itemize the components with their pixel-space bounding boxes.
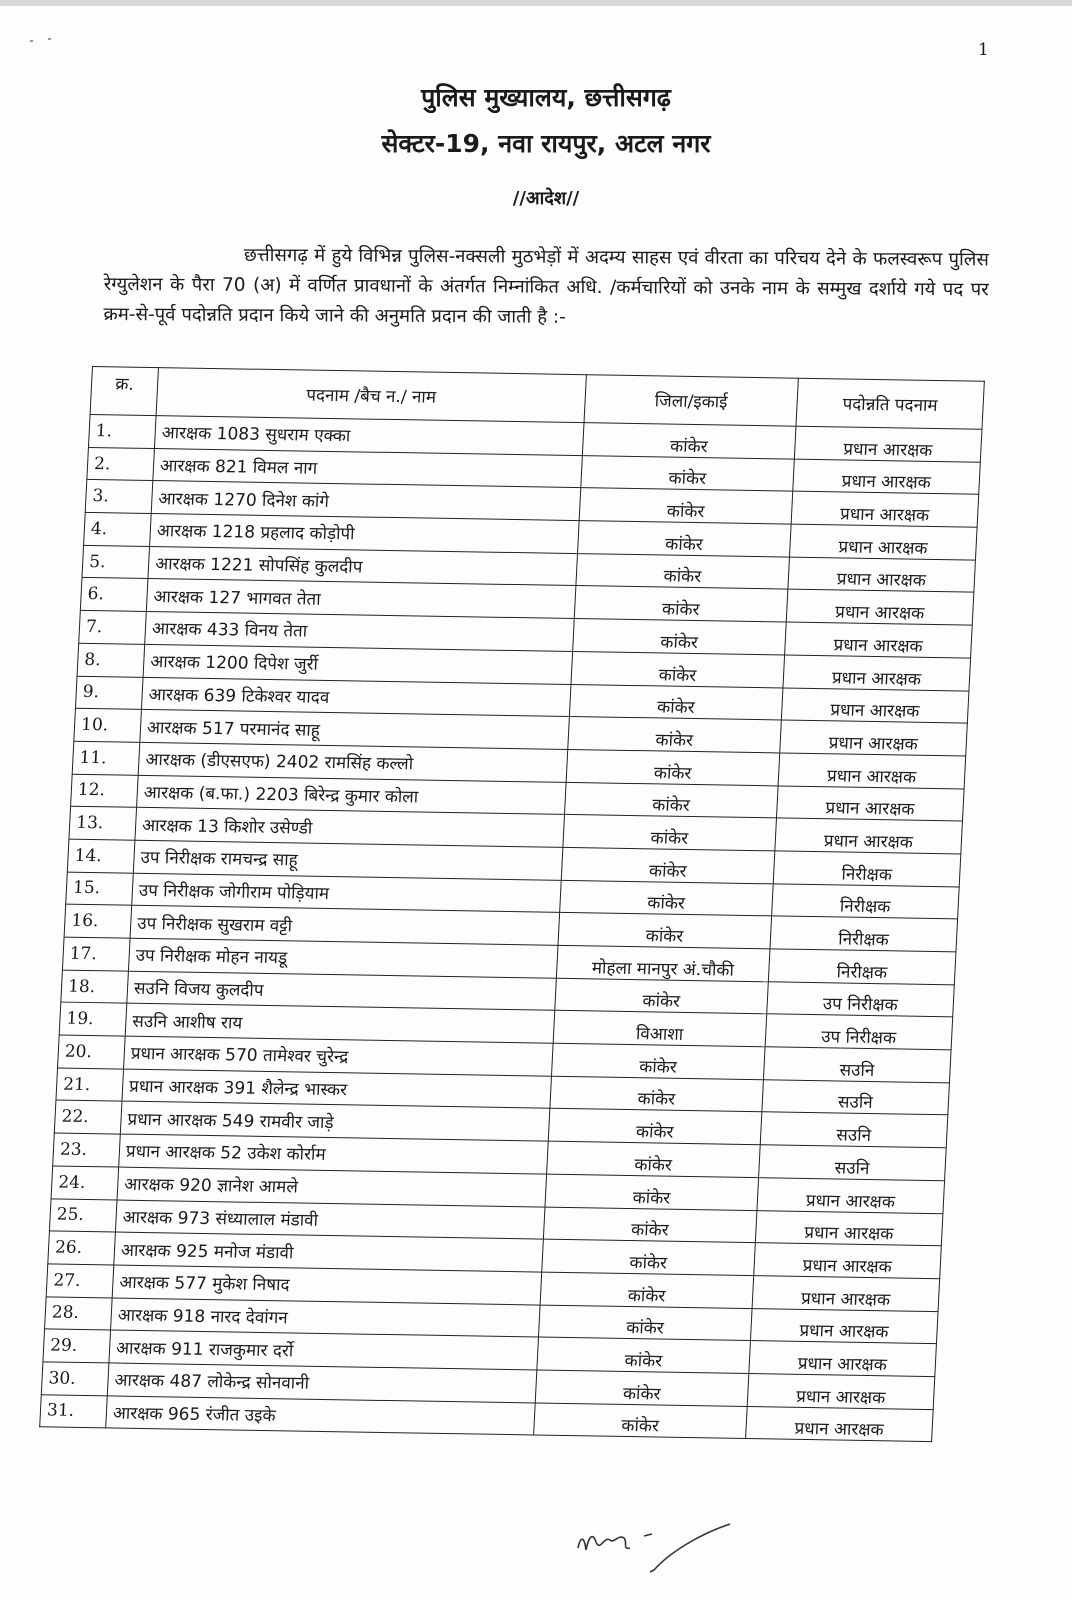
header-district: जिला/इकाई bbox=[584, 375, 798, 426]
district: कांकेर bbox=[568, 717, 782, 753]
district: कांकेर bbox=[542, 1239, 756, 1275]
district: कांकेर bbox=[548, 1109, 762, 1145]
promoted-rank: प्रधान आरक्षक bbox=[746, 1406, 934, 1442]
serial-number: 23. bbox=[53, 1133, 121, 1167]
district: कांकेर bbox=[571, 651, 785, 687]
serial-number: 3. bbox=[85, 480, 153, 514]
promoted-rank: निरीक्षक bbox=[772, 883, 960, 919]
serial-number: 28. bbox=[45, 1296, 113, 1330]
promoted-rank: प्रधान आरक्षक bbox=[749, 1341, 937, 1377]
handwritten-annotation bbox=[570, 1520, 750, 1590]
serial-number: 13. bbox=[69, 806, 137, 840]
promoted-rank: निरीक्षक bbox=[768, 949, 956, 985]
promoted-rank: उप निरीक्षक bbox=[765, 1014, 953, 1050]
scan-speck bbox=[48, 38, 51, 40]
serial-number: 7. bbox=[79, 610, 147, 644]
promoted-rank: प्रधान आरक्षक bbox=[785, 622, 973, 658]
district: कांकेर bbox=[560, 880, 774, 916]
order-paragraph: छत्तीसगढ़ में हुये विभिन्न पुलिस-नक्सली मुठभेड़ों में अदम्य साहस एवं वीरता का परिचय देने के फलस्वरूप पुलिस रेग्युलेशन के पैरा 70 (अ) में वर्णित प्रावधानों के अंतर्गत निम्नांकित अधि. /कर्मचारियों को उनके नाम के सम्मुख दर्शाये गये पद पर क्रम-से-पूर्व पदोन्नति प्रदान किये जाने की अनुमति प्रदान की जाती है :- bbox=[103, 244, 989, 328]
designation-name: आरक्षक 965 रंजीत उइके bbox=[106, 1396, 536, 1436]
promoted-rank: सउनि bbox=[763, 1047, 951, 1083]
designation-name: आरक्षक 1221 सोपसिंह कुलदीप bbox=[148, 546, 578, 586]
designation-name: आरक्षक 1218 प्रहलाद कोड़ोपी bbox=[150, 514, 580, 554]
designation-name: आरक्षक 1083 सुधराम एक्का bbox=[154, 416, 584, 456]
designation-name: आरक्षक 13 किशोर उसेण्डी bbox=[135, 808, 565, 848]
serial-number: 4. bbox=[84, 512, 152, 546]
serial-number: 12. bbox=[71, 774, 139, 808]
district: मोहला मानपुर अं.चौकी bbox=[556, 945, 770, 981]
district: कांकेर bbox=[543, 1207, 757, 1243]
promoted-rank: प्रधान आरक्षक bbox=[786, 590, 974, 626]
serial-number: 11. bbox=[72, 741, 140, 775]
promoted-rank: प्रधान आरक्षक bbox=[747, 1373, 935, 1409]
table-body bbox=[40, 414, 982, 1441]
district: कांकेर bbox=[573, 619, 787, 655]
district: कांकेर bbox=[534, 1403, 748, 1439]
district: कांकेर bbox=[547, 1141, 761, 1177]
serial-number: 22. bbox=[54, 1100, 122, 1134]
serial-number: 31. bbox=[40, 1394, 108, 1428]
office-address: सेक्टर-19, नवा रायपुर, अटल नगर bbox=[381, 129, 711, 158]
promoted-rank: प्रधान आरक्षक bbox=[793, 459, 981, 495]
handwritten-dash bbox=[644, 1534, 652, 1536]
designation-name: प्रधान आरक्षक 570 तामेश्वर चुरेन्द्र bbox=[124, 1036, 554, 1076]
scan-speck bbox=[30, 40, 33, 42]
designation-name: आरक्षक 433 विनय तेता bbox=[145, 612, 575, 652]
designation-name: प्रधान आरक्षक 391 शैलेन्द्र भास्कर bbox=[122, 1069, 552, 1109]
promoted-rank: प्रधान आरक्षक bbox=[781, 688, 969, 724]
district: कांकेर bbox=[569, 684, 783, 720]
promoted-rank: निरीक्षक bbox=[773, 851, 961, 887]
designation-name: आरक्षक 925 मनोज मंडावी bbox=[114, 1232, 544, 1272]
district: कांकेर bbox=[574, 586, 788, 622]
promoted-rank: उप निरीक्षक bbox=[767, 981, 955, 1017]
designation-name: उप निरीक्षक जोगीराम पोड़ियाम bbox=[132, 873, 562, 913]
designation-name: आरक्षक 920 ज्ञानेश आमले bbox=[117, 1167, 547, 1207]
header-designation-name: पदनाम /बैच न./ नाम bbox=[156, 368, 586, 423]
serial-number: 8. bbox=[77, 643, 145, 677]
promoted-rank: प्रधान आरक्षक bbox=[778, 753, 966, 789]
office-name: पुलिस मुख्यालय, छत्तीसगढ़ bbox=[421, 83, 671, 112]
serial-number: 2. bbox=[87, 447, 155, 481]
handwritten-mark bbox=[578, 1537, 630, 1550]
promoted-rank: सउनि bbox=[759, 1145, 947, 1181]
serial-number: 26. bbox=[48, 1231, 116, 1265]
scan-top-edge bbox=[0, 0, 1072, 6]
serial-number: 24. bbox=[51, 1166, 119, 1200]
promoted-rank: प्रधान आरक्षक bbox=[783, 655, 971, 691]
designation-name: उप निरीक्षक सुखराम वट्टी bbox=[130, 906, 560, 946]
serial-number: 15. bbox=[66, 872, 134, 906]
promotion-table-wrapper bbox=[39, 366, 985, 1442]
serial-number: 16. bbox=[64, 904, 132, 938]
designation-name: आरक्षक (ब.फा.) 2203 बिरेन्द्र कुमार कोला bbox=[137, 775, 567, 815]
serial-number: 27. bbox=[46, 1264, 114, 1298]
designation-name: प्रधान आरक्षक 549 रामवीर जाड़े bbox=[120, 1102, 550, 1142]
district: कांकेर bbox=[578, 521, 792, 557]
serial-number: 19. bbox=[59, 1002, 127, 1036]
serial-number: 6. bbox=[80, 578, 148, 612]
designation-name: आरक्षक 517 परमानंद साहू bbox=[140, 710, 570, 750]
designation-name: सउनि विजय कुलदीप bbox=[127, 971, 557, 1011]
promoted-rank: प्रधान आरक्षक bbox=[775, 818, 963, 854]
district: कांकेर bbox=[551, 1043, 765, 1079]
district: कांकेर bbox=[579, 488, 793, 524]
serial-number: 17. bbox=[62, 937, 130, 971]
designation-name: आरक्षक 1200 दिपेश जुर्री bbox=[143, 644, 573, 684]
promoted-rank: प्रधान आरक्षक bbox=[757, 1177, 945, 1213]
district: कांकेर bbox=[535, 1370, 749, 1406]
promoted-rank: प्रधान आरक्षक bbox=[750, 1308, 938, 1344]
designation-name: उप निरीक्षक मोहन नायडू bbox=[128, 938, 558, 978]
serial-number: 18. bbox=[61, 970, 129, 1004]
designation-name: आरक्षक (डीएसएफ) 2402 रामसिंह कल्लो bbox=[138, 742, 568, 782]
district: कांकेर bbox=[565, 782, 779, 818]
header-promoted-rank: पदोन्नति पदनाम bbox=[796, 378, 984, 429]
designation-name: आरक्षक 639 टिकेश्वर यादव bbox=[141, 677, 571, 717]
promoted-rank: सउनि bbox=[762, 1079, 950, 1115]
header-serial: क्र. bbox=[90, 367, 158, 416]
designation-name: आरक्षक 127 भागवत तेता bbox=[146, 579, 576, 619]
promoted-rank: प्रधान आरक्षक bbox=[794, 426, 982, 462]
designation-name: प्रधान आरक्षक 52 उकेश कोर्राम bbox=[119, 1134, 549, 1174]
serial-number: 25. bbox=[49, 1198, 117, 1232]
designation-name: आरक्षक 577 मुकेश निषाद bbox=[112, 1265, 542, 1305]
page-number: 1 bbox=[978, 40, 989, 60]
district: कांकेर bbox=[576, 553, 790, 589]
designation-name: आरक्षक 973 संध्यालाल मंडावी bbox=[115, 1200, 545, 1240]
district: कांकेर bbox=[558, 913, 772, 949]
promoted-rank: प्रधान आरक्षक bbox=[788, 557, 976, 593]
promoted-rank: प्रधान आरक्षक bbox=[780, 720, 968, 756]
district: कांकेर bbox=[550, 1076, 764, 1112]
promoted-rank: प्रधान आरक्षक bbox=[754, 1243, 942, 1279]
district: कांकेर bbox=[581, 455, 795, 491]
promoted-rank: प्रधान आरक्षक bbox=[776, 785, 964, 821]
district: कांकेर bbox=[537, 1337, 751, 1373]
serial-number: 1. bbox=[88, 414, 156, 448]
promoted-rank: प्रधान आरक्षक bbox=[789, 524, 977, 560]
designation-name: आरक्षक 911 राजकुमार दर्रो bbox=[109, 1330, 539, 1370]
serial-number: 20. bbox=[58, 1035, 126, 1069]
serial-number: 14. bbox=[67, 839, 135, 873]
serial-number: 10. bbox=[74, 708, 142, 742]
promotion-table bbox=[39, 366, 985, 1442]
order-title: //आदेश// bbox=[512, 188, 580, 209]
serial-number: 29. bbox=[43, 1329, 111, 1363]
serial-number: 5. bbox=[82, 545, 150, 579]
district: विआशा bbox=[553, 1011, 767, 1047]
district: कांकेर bbox=[582, 423, 796, 459]
district: कांकेर bbox=[561, 847, 775, 883]
district: कांकेर bbox=[545, 1174, 759, 1210]
designation-name: आरक्षक 487 लोकेन्द्र सोनवानी bbox=[107, 1363, 537, 1403]
promoted-rank: प्रधान आरक्षक bbox=[791, 492, 979, 528]
promoted-rank: सउनि bbox=[760, 1112, 948, 1148]
promoted-rank: प्रधान आरक्षक bbox=[755, 1210, 943, 1246]
serial-number: 21. bbox=[56, 1068, 124, 1102]
district: कांकेर bbox=[566, 749, 780, 785]
district: कांकेर bbox=[563, 815, 777, 851]
district: कांकेर bbox=[538, 1305, 752, 1341]
serial-number: 9. bbox=[75, 676, 143, 710]
promoted-rank: प्रधान आरक्षक bbox=[752, 1275, 940, 1311]
designation-name: उप निरीक्षक रामचन्द्र साहू bbox=[133, 840, 563, 880]
handwritten-tick bbox=[650, 1524, 730, 1572]
designation-name: सउनि आशीष राय bbox=[125, 1004, 555, 1044]
designation-name: आरक्षक 821 विमल नाग bbox=[153, 448, 583, 488]
designation-name: आरक्षक 1270 दिनेश कांगे bbox=[151, 481, 581, 521]
designation-name: आरक्षक 918 नारद देवांगन bbox=[111, 1298, 541, 1338]
district: कांकेर bbox=[540, 1272, 754, 1308]
serial-number: 30. bbox=[41, 1362, 109, 1396]
promoted-rank: निरीक्षक bbox=[770, 916, 958, 952]
district: कांकेर bbox=[555, 978, 769, 1014]
